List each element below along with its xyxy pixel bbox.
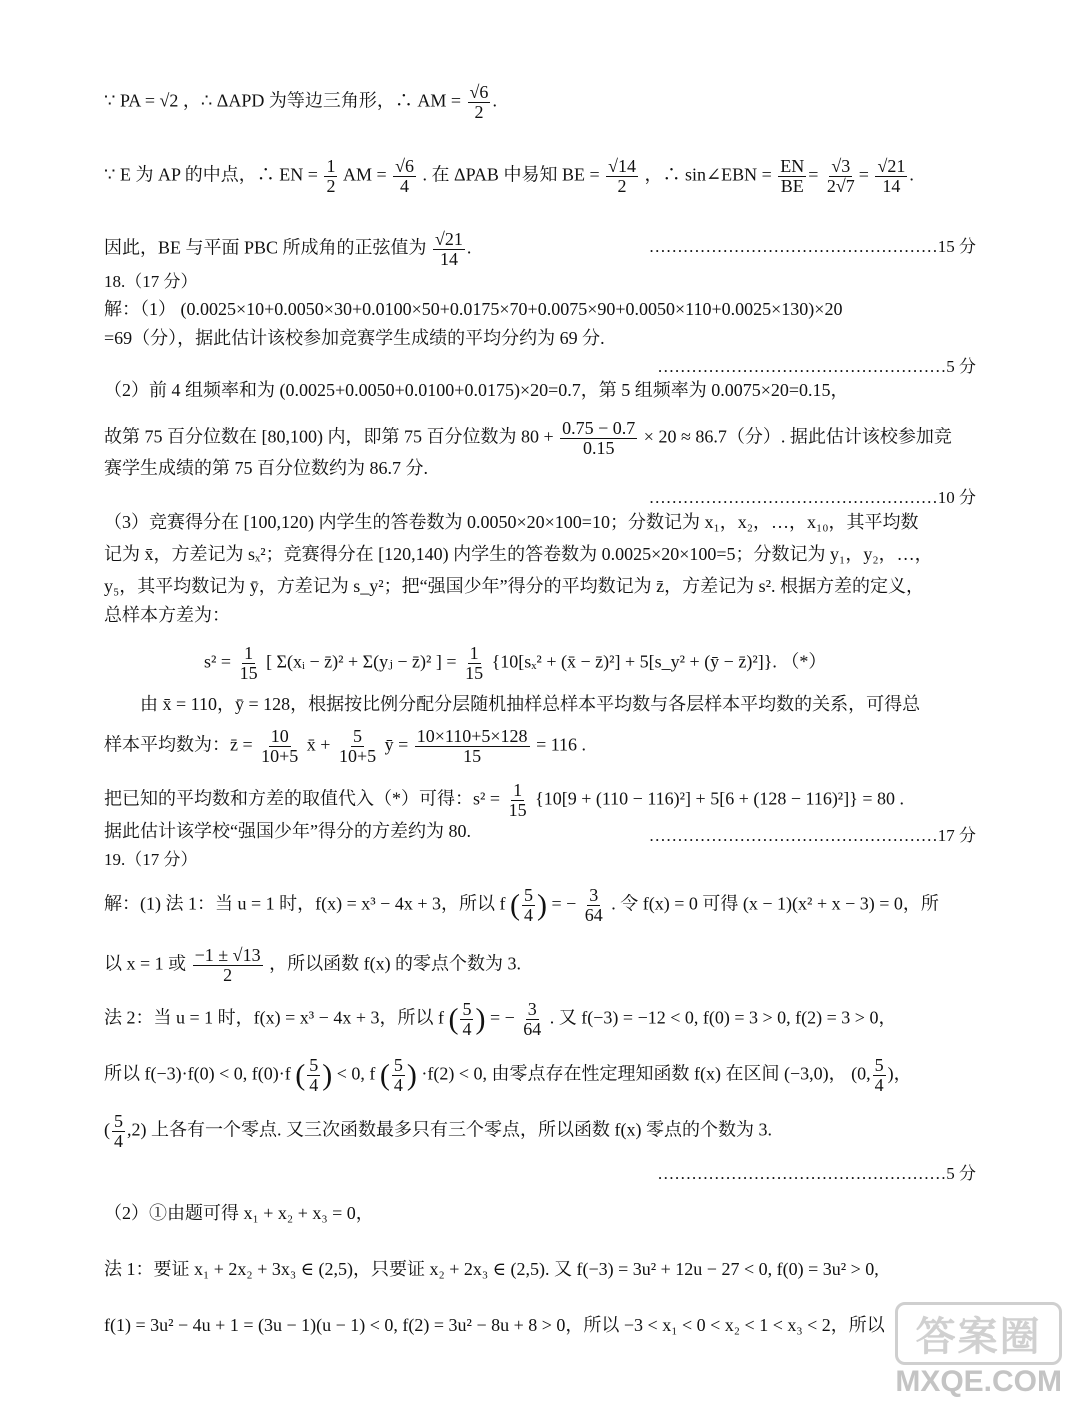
math-text: {10[9 + (110 − 116)²] + 5[6 + (128 − 116)²]} = 80 . [535, 788, 904, 809]
fraction: $\frac{EN}{BE}$ [780, 156, 805, 196]
math-text: ȳ = [384, 734, 409, 755]
math-text: < 0, f [336, 1063, 376, 1084]
math-text: 所以 f(−3)·f(0) < 0, f(0)·f [104, 1063, 291, 1084]
fraction: $\frac{3}{64}$ [523, 999, 542, 1039]
math-text: 因此，BE 与平面 PBC 所成角的正弦值为 [104, 237, 427, 258]
watermark-top: 答案圈 [895, 1302, 1062, 1365]
text-line: 据此估计该学校“强国少年”得分的方差约为 80. [104, 821, 471, 841]
fraction: $\frac{1}{15}$ [508, 780, 527, 820]
math-text: . 在 ΔPAB 中易知 BE = [422, 164, 600, 185]
text-line: 法 2：当 u = 1 时，f(x) = x³ − 4x + 3，所以 f ( $\frac{5}{4}$ ) = − $\frac{3}{64}$ . 又 f(−3) = −12 < 0, f(0) = 3 > 0, f(2) = 3 > 0， [104, 999, 897, 1039]
fraction: $\frac{√21}{14}$ [877, 156, 906, 196]
text-line: 解：(1) 法 1：当 u = 1 时，f(x) = x³ − 4x + 3，所以 f ( $\frac{5}{4}$ ) = − $\frac{3}{64}$ . 令 f(x) = 0 可得 (x − 1)(x² + x − 3) = 0，所 [104, 885, 939, 925]
score-marker: ……………………………………………10 分 [648, 488, 976, 507]
text-line [104, 781, 976, 820]
fraction: $\frac{√21}{14}$ [435, 229, 463, 269]
math-text: ，所以函数 f(x) 的零点个数为 3. [269, 953, 522, 974]
math-text: 以 x = 1 或 [104, 953, 187, 974]
math-text: x̄ + [306, 734, 331, 755]
math-text: ∵ E 为 AP 的中点，∴ EN = [104, 164, 318, 185]
fraction: $\frac{√6}{2}$ [469, 82, 489, 122]
watermark-bottom: MXQE.COM [895, 1365, 1062, 1398]
fraction: $\frac{5}{4}$ [874, 1055, 884, 1095]
fraction: $\frac{√3}{2√7}$ [826, 156, 855, 196]
math-text: = − [551, 893, 577, 914]
text-line: f(1) = 3u² − 4u + 1 = (3u − 1)(u − 1) < 0, f(2) = 3u² − 8u + 8 > 0，所以 −3 < x₁ < 0 < x₂ < 1 < x₃ < 2，所以 [104, 1315, 885, 1335]
text-line: =69（分），据此估计该校参加竞赛学生成绩的平均分约为 69 分. [104, 328, 605, 348]
score-marker: ……………………………………………15 分 [648, 237, 976, 256]
math-text: 故第 75 百分位数在 [80,100) 内，即第 75 百分位数为 80 + [104, 426, 554, 447]
math-text: {10[sₓ² + (x̄ − z̄)²] + 5[s_y² + (ȳ − z̄)²]}. （*） [491, 651, 827, 672]
fraction: $\frac{5}{4}$ [462, 999, 472, 1039]
text-line [104, 419, 976, 458]
math-text: 法 2：当 u = 1 时，f(x) = x³ − 4x + 3，所以 f [104, 1007, 444, 1028]
math-text: ·f(2) < 0, 由零点存在性定理知函数 f(x) 在区间 (−3,0)， [421, 1063, 847, 1084]
math-text: [ Σ(xᵢ − z̄)² + Σ(yⱼ − z̄)² ] = [266, 651, 457, 672]
text-line [104, 727, 976, 766]
fraction: $\frac{5}{4}$ [309, 1055, 319, 1095]
math-text: s² = [204, 651, 232, 672]
math-text: AM = [342, 164, 387, 185]
text-line [104, 946, 976, 985]
fraction: $\frac{0.75 - 0.7}{0.15}$ [562, 418, 636, 458]
fraction: $\frac{10\times 110+5\times 128}{15}$ [416, 726, 528, 766]
math-text: 把已知的平均数和方差的取值代入（*）可得：s² = [104, 788, 501, 809]
math-text: ，∴ sin∠EBN = [644, 164, 772, 185]
math-text: ( [104, 1119, 110, 1140]
text-line: 记为 x̄，方差记为 sₓ²；竞赛得分在 [120,140) 内学生的答卷数为 0.0025×20×100=5；分数记为 y₁，y₂，…， [104, 544, 933, 564]
text-line: 法 1：要证 x₁ + 2x₂ + 3x₃ ∈ (2,5)，只要证 x₂ + 2x₃ ∈ (2,5). 又 f(−3) = 3u² + 12u − 27 < 0, f(0) = 3u² > 0, [104, 1259, 879, 1279]
text-line: ∵ E 为 AP 的中点，∴ EN = $\frac{1}{2}$ AM = $\frac{√6}{4}$ . 在 ΔPAB 中易知 BE = $\frac{√14}{2}$ ，∴ sin∠EBN = $\frac{EN}{BE}$ = $\frac{√3}{2√7}$ = $\frac{√21}{14}$ . [104, 156, 914, 196]
text-line: （3）竞赛得分在 [100,120) 内学生的答卷数为 0.0050×20×100=10；分数记为 x₁，x₂，…，x₁₀，其平均数 [104, 512, 919, 532]
fraction: $\frac{10}{10+5}$ [261, 726, 299, 766]
text-line: 所以 f(−3)·f(0) < 0, f(0)·f ( $\frac{5}{4}$ ) < 0, f ( $\frac{5}{4}$ ) ·f(2) < 0, 由零点存在性定理知函数 f(x) 在区间 (−3,0)， (0, $\frac{5}{4}$ )， [104, 1055, 912, 1095]
math-text: × 20 ≈ 86.7（分）. 据此估计该校参加竞 [643, 426, 952, 447]
text-line: 解：（1） (0.0025×10+0.0050×30+0.0100×50+0.0175×70+0.0075×90+0.0050×110+0.0025×130)×20 [104, 299, 843, 319]
fraction: $\frac{1}{15}$ [465, 643, 484, 683]
fraction: $\frac{5}{4}$ [393, 1055, 403, 1095]
watermark-logo [895, 1302, 1062, 1399]
text-line: 赛学生成绩的第 75 百分位数约为 86.7 分. [104, 458, 428, 478]
text-line: y₅，其平均数记为 ȳ，方差记为 s_y²；把“强国少年”得分的平均数记为 z̄，方差记为 s². 根据方差的定义， [104, 576, 925, 596]
math-text: . 又 f(−3) = −12 < 0, f(0) = 3 > 0, f(2) = 3 > 0， [549, 1007, 897, 1028]
fraction: $\frac{√14}{2}$ [608, 156, 636, 196]
score-marker: ……………………………………………17 分 [648, 826, 976, 845]
text-line [104, 1112, 976, 1151]
fraction: $\frac{1}{2}$ [326, 156, 336, 196]
math-text: . 令 f(x) = 0 可得 (x − 1)(x² + x − 3) = 0，所 [611, 893, 939, 914]
fraction: $\frac{3}{64}$ [584, 885, 603, 925]
math-text: = 116 . [536, 734, 587, 755]
text-line: （2）前 4 组频率和为 (0.0025+0.0050+0.0100+0.0175)×20=0.7，第 5 组频率为 0.0075×20=0.15， [104, 380, 849, 400]
fraction: $\frac{1}{15}$ [239, 643, 258, 683]
fraction: $\frac{√6}{4}$ [395, 156, 414, 196]
text-line: 由 x̄ = 110，ȳ = 128，根据按比例分配分层随机抽样总样本平均数与各层样本平均数的关系，可得总 [140, 694, 921, 714]
math-text: 样本平均数为：z̄ = [104, 734, 253, 755]
text-line: ∵ PA = √2 ，∴ ΔAPD 为等边三角形，∴ AM = $\frac{√6}{2}$ . [104, 82, 497, 122]
math-text: ,2) 上各有一个零点. 又三次函数最多只有三个零点，所以函数 f(x) 零点的个数为 3. [127, 1119, 772, 1140]
text-line: （2）①由题可得 x₁ + x₂ + x₃ = 0， [104, 1203, 374, 1223]
fraction: $\frac{5}{4}$ [114, 1111, 123, 1151]
question-title: 18.（17 分） [104, 272, 198, 291]
question-title: 19.（17 分） [104, 850, 198, 869]
math-text: (0, [851, 1063, 871, 1084]
math-text: 解：(1) 法 1：当 u = 1 时，f(x) = x³ − 4x + 3，所以 f [104, 893, 506, 914]
text-line: 因此，BE 与平面 PBC 所成角的正弦值为 $\frac{√21}{14}$ . [104, 229, 472, 269]
score-marker: ……………………………………………5 分 [657, 1164, 976, 1183]
math-text: ∵ PA = √2 ，∴ ΔAPD 为等边三角形，∴ AM = [104, 90, 462, 111]
math-text: = − [489, 1007, 515, 1028]
math-text: )， [887, 1063, 912, 1084]
fraction: $\frac{-1 \pm √13}{2}$ [194, 945, 261, 985]
fraction: $\frac{5}{10+5}$ [338, 726, 377, 766]
text-line: 总样本方差为： [104, 605, 230, 625]
equation [204, 644, 976, 683]
fraction: $\frac{5}{4}$ [523, 885, 533, 925]
score-marker: ……………………………………………5 分 [657, 357, 976, 376]
